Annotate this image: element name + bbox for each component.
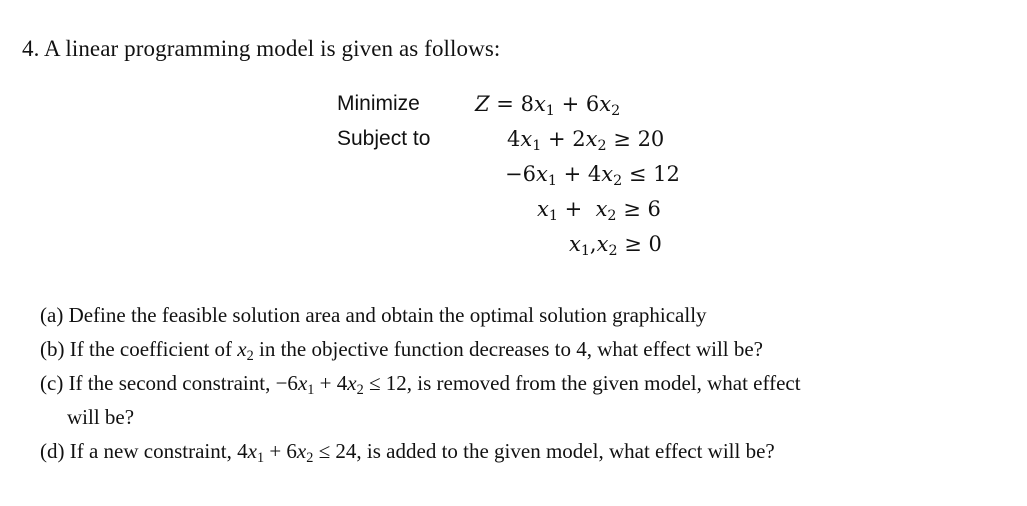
constraints-label: Subject to: [337, 127, 431, 150]
objective-label: Minimize: [337, 92, 420, 115]
part-d: (d) If a new constraint, $4x_1 + 6x_2 \le 24$, is added to the given model, what effect will be?: [40, 439, 775, 466]
part-b: (b) If the coefficient of $x_2$ in the objective function decreases to 4, what effect will be?: [40, 337, 763, 364]
question-parts: [40, 298, 1008, 468]
constraint-1: $4x_1 + 2x_2 \ge 20$: [507, 127, 665, 154]
nonnegativity-constraint: $x_1,x_2 \ge 0$: [569, 232, 662, 259]
question-heading: [22, 36, 500, 62]
objective-function: $Z = 8x_1 + 6x_2$: [475, 92, 621, 119]
constraint-2: $-6x_1 + 4x_2 \le 12$: [505, 162, 680, 189]
part-c: (c) If the second constraint, $-6x_1 + 4x_2 \le 12$, is removed from the given model, what effect: [40, 371, 801, 398]
question-intro: A linear programming model is given as follows:: [44, 36, 501, 61]
question-number: 4.: [22, 36, 40, 61]
part-c-continuation: will be?: [67, 405, 135, 429]
part-a: (a) Define the feasible solution area and obtain the optimal solution graphically: [40, 303, 707, 327]
constraint-3: $x_1 + x_2 \ge 6$: [537, 197, 661, 224]
